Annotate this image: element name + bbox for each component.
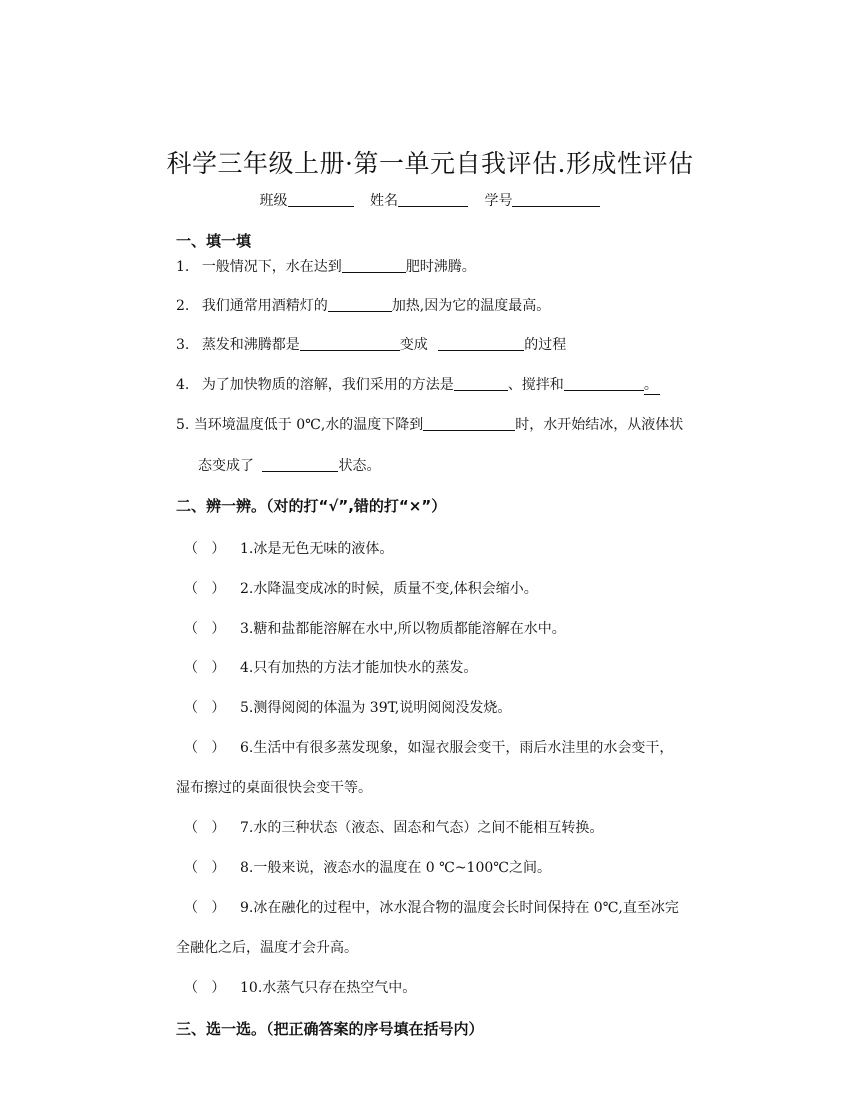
statement-text: 6.生活中有很多蒸发现象，如湿衣服会变干，雨后水洼里的水会变干， xyxy=(240,740,674,756)
statement-text: 5.测得阅阅的体温为 39T,说明阅阅没发烧。 xyxy=(240,700,512,716)
answer-parentheses[interactable]: （ ） xyxy=(184,820,226,836)
judge-item-1 xyxy=(184,538,393,558)
name-blank[interactable] xyxy=(398,192,468,207)
student-id-label: 学号 xyxy=(484,193,513,209)
question-text: 、搅拌和 xyxy=(507,377,564,393)
question-text: 我们通常用酒精灯的 xyxy=(201,298,328,314)
section1-heading: 一、填一填 xyxy=(176,232,252,250)
fill-question-1 xyxy=(176,256,476,276)
statement-text: 3.糖和盐都能溶解在水中,所以物质都能溶解在水中。 xyxy=(240,621,566,637)
answer-blank[interactable] xyxy=(438,336,524,351)
question-text: 当环境温度低于 0℃,水的温度下降到 xyxy=(193,417,424,433)
fill-question-3 xyxy=(176,334,566,354)
question-text: 态变成了 xyxy=(198,458,254,474)
question-number: 4. xyxy=(176,377,190,393)
judge-item-2 xyxy=(184,578,538,598)
judge-item-7 xyxy=(184,817,603,837)
judge-item-10 xyxy=(184,977,416,997)
judge-item-3 xyxy=(184,618,566,638)
answer-blank[interactable] xyxy=(342,258,406,273)
statement-text: 10.水蒸气只存在热空气中。 xyxy=(240,980,417,996)
judge-item-6-continued: 湿布擦过的桌面很快会变干等。 xyxy=(176,780,372,796)
statement-text: 8.一般来说，液态水的温度在 0 ℃~100℃之间。 xyxy=(240,860,551,876)
judge-item-9 xyxy=(184,897,679,917)
question-text: 加热,因为它的温度最高。 xyxy=(391,298,551,314)
answer-parentheses[interactable]: （ ） xyxy=(184,621,226,637)
section2-heading: 二、辨一辨。（对的打“√”,错的打“×”） xyxy=(176,497,447,515)
question-text: 肥时沸腾。 xyxy=(405,259,476,275)
question-text: 一般情况下，水在达到 xyxy=(201,259,342,275)
answer-parentheses[interactable]: （ ） xyxy=(184,860,226,876)
section3-heading: 三、选一选。（把正确答案的序号填在括号内） xyxy=(176,1020,484,1038)
statement-text: 1.冰是无色无味的液体。 xyxy=(240,541,394,557)
question-number: 2. xyxy=(176,298,190,314)
student-id-blank[interactable] xyxy=(512,192,600,207)
answer-parentheses[interactable]: （ ） xyxy=(184,980,226,996)
answer-blank[interactable] xyxy=(423,416,515,431)
question-text: 变成 xyxy=(399,337,428,353)
answer-parentheses[interactable]: （ ） xyxy=(184,541,226,557)
fill-question-5 xyxy=(176,414,683,434)
question-number: 5. xyxy=(176,417,190,433)
class-label: 班级 xyxy=(259,193,288,209)
statement-text: 4.只有加热的方法才能加快水的蒸发。 xyxy=(240,660,478,676)
question-text: 为了加快物质的溶解，我们采用的方法是 xyxy=(201,377,454,393)
question-text: 蒸发和沸腾都是 xyxy=(201,337,300,353)
class-blank[interactable] xyxy=(288,192,354,207)
judge-item-6 xyxy=(184,737,673,757)
judge-item-5 xyxy=(184,697,511,717)
answer-parentheses[interactable]: （ ） xyxy=(184,900,226,916)
question-number: 1. xyxy=(176,259,190,275)
question-text: 时，水开始结冰，从液体状 xyxy=(515,417,684,433)
question-text: 状态。 xyxy=(338,458,381,474)
question-text: 的过程 xyxy=(524,337,567,353)
answer-parentheses[interactable]: （ ） xyxy=(184,740,226,756)
statement-text: 7.水的三种状态（液态、固态和气态）之间不能相互转换。 xyxy=(240,820,604,836)
answer-parentheses[interactable]: （ ） xyxy=(184,700,226,716)
judge-item-8 xyxy=(184,857,551,877)
statement-text: 9.冰在融化的过程中，冰水混合物的温度会长时间保持在 0℃,直至冰完 xyxy=(240,900,679,916)
answer-blank[interactable] xyxy=(328,297,392,312)
answer-blank[interactable] xyxy=(564,376,644,391)
fill-question-2 xyxy=(176,295,550,315)
fill-question-5-continued xyxy=(198,455,380,475)
question-number: 3. xyxy=(176,337,190,353)
question-text: 。 xyxy=(644,374,660,395)
fill-question-4 xyxy=(176,374,660,395)
answer-parentheses[interactable]: （ ） xyxy=(184,660,226,676)
judge-item-9-continued: 全融化之后，温度才会升高。 xyxy=(176,940,358,956)
name-label: 姓名 xyxy=(370,193,398,209)
statement-text: 2.水降温变成冰的时候，质量不变,体积会缩小。 xyxy=(240,581,538,597)
answer-parentheses[interactable]: （ ） xyxy=(184,581,226,597)
answer-blank[interactable] xyxy=(454,376,508,391)
answer-blank[interactable] xyxy=(262,457,338,472)
student-info-line xyxy=(0,190,860,210)
judge-item-4 xyxy=(184,657,477,677)
worksheet-title: 科学三年级上册·第一单元自我评估.形成性评估 xyxy=(166,149,694,178)
answer-blank[interactable] xyxy=(300,336,400,351)
